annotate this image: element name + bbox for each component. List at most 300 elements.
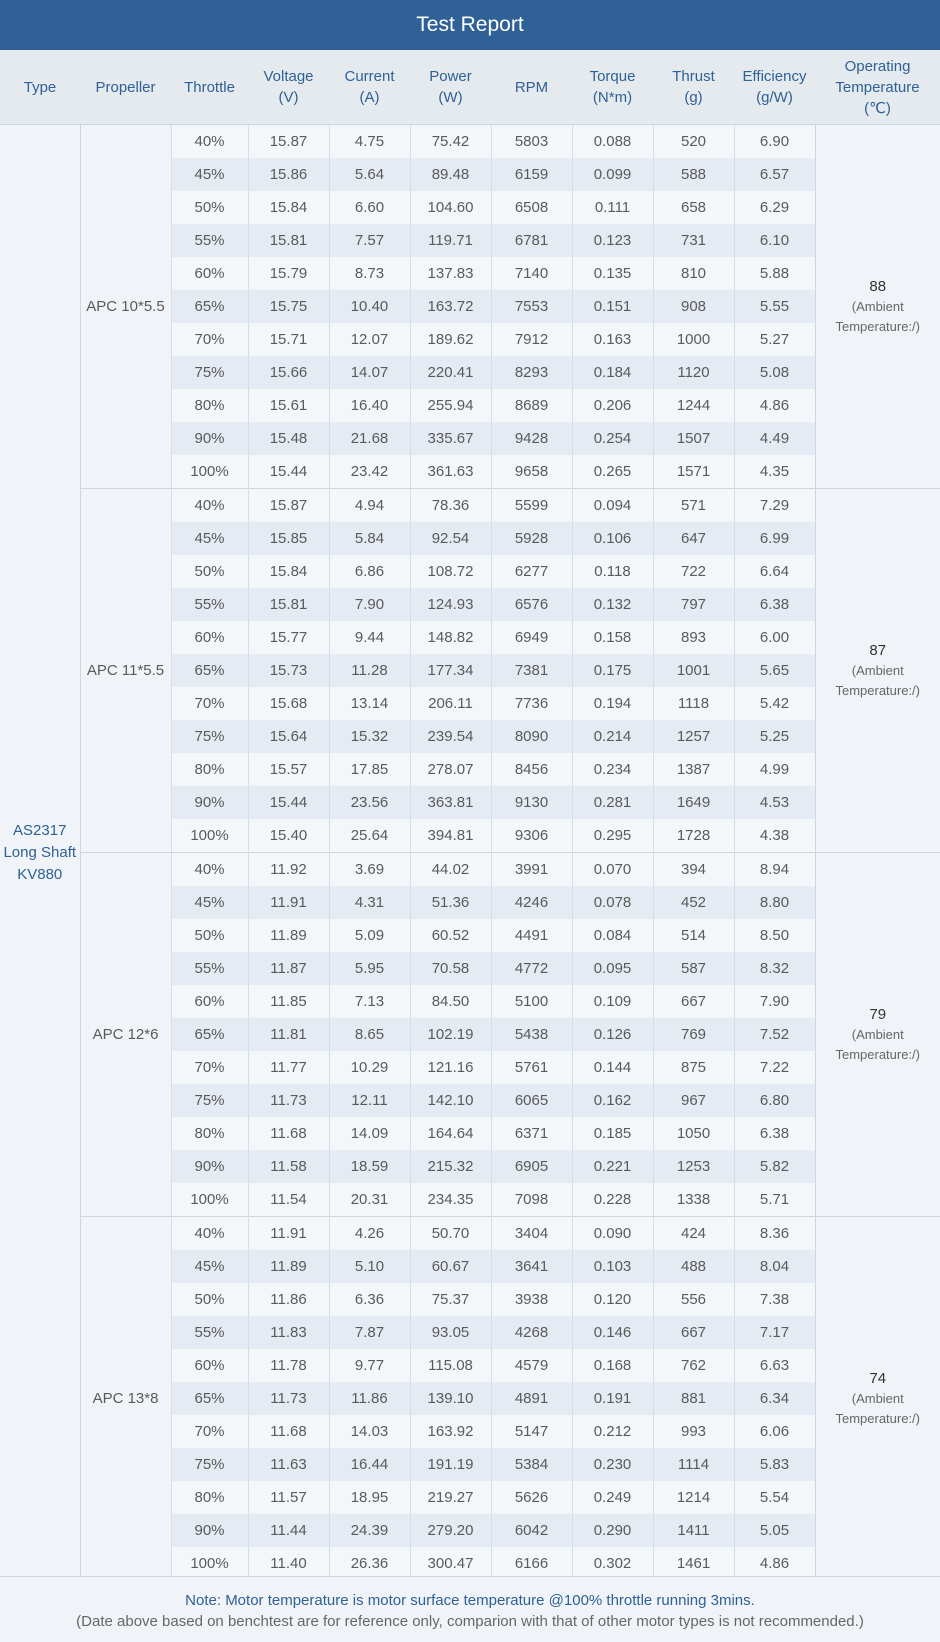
- thrust-cell: 1571: [653, 455, 734, 489]
- current-cell: 4.94: [329, 489, 410, 523]
- power-cell: 92.54: [410, 522, 491, 555]
- power-cell: 142.10: [410, 1084, 491, 1117]
- power-cell: 104.60: [410, 191, 491, 224]
- current-cell: 12.07: [329, 323, 410, 356]
- efficiency-cell: 6.38: [734, 588, 815, 621]
- header-power-label: Power: [429, 68, 472, 85]
- header-throttle-label: Throttle: [184, 78, 235, 96]
- power-cell: 278.07: [410, 753, 491, 786]
- throttle-cell: 40%: [171, 489, 248, 523]
- rpm-cell: 5384: [491, 1448, 572, 1481]
- power-cell: 60.67: [410, 1250, 491, 1283]
- footer-note: Note: Motor temperature is motor surface temperature @100% throttle running 3mins.: [185, 1592, 755, 1609]
- voltage-cell: 15.71: [248, 323, 329, 356]
- header-type: [0, 50, 80, 125]
- torque-cell: 0.103: [572, 1250, 653, 1283]
- power-cell: 279.20: [410, 1514, 491, 1547]
- thrust-cell: 667: [653, 985, 734, 1018]
- throttle-cell: 100%: [171, 1183, 248, 1217]
- power-cell: 124.93: [410, 588, 491, 621]
- power-cell: 255.94: [410, 389, 491, 422]
- thrust-cell: 875: [653, 1051, 734, 1084]
- current-cell: 18.95: [329, 1481, 410, 1514]
- power-cell: 50.70: [410, 1217, 491, 1251]
- efficiency-cell: 7.90: [734, 985, 815, 1018]
- current-cell: 26.36: [329, 1547, 410, 1580]
- efficiency-cell: 4.99: [734, 753, 815, 786]
- thrust-cell: 1050: [653, 1117, 734, 1150]
- efficiency-cell: 5.88: [734, 257, 815, 290]
- torque-cell: 0.214: [572, 720, 653, 753]
- header-thrust-unit: (g): [684, 89, 703, 106]
- current-cell: 24.39: [329, 1514, 410, 1547]
- power-cell: 219.27: [410, 1481, 491, 1514]
- header-propeller: [80, 50, 171, 125]
- rpm-cell: 4246: [491, 886, 572, 919]
- temperature-cell: [815, 1217, 940, 1581]
- throttle-cell: 70%: [171, 1415, 248, 1448]
- throttle-cell: 75%: [171, 356, 248, 389]
- voltage-cell: 11.68: [248, 1415, 329, 1448]
- torque-cell: 0.168: [572, 1349, 653, 1382]
- efficiency-cell: 7.52: [734, 1018, 815, 1051]
- torque-cell: 0.206: [572, 389, 653, 422]
- voltage-cell: 15.81: [248, 224, 329, 257]
- power-cell: 89.48: [410, 158, 491, 191]
- current-cell: 13.14: [329, 687, 410, 720]
- torque-cell: 0.070: [572, 853, 653, 887]
- torque-cell: 0.254: [572, 422, 653, 455]
- thrust-cell: 1118: [653, 687, 734, 720]
- current-cell: 4.26: [329, 1217, 410, 1251]
- current-cell: 5.95: [329, 952, 410, 985]
- thrust-cell: 762: [653, 1349, 734, 1382]
- rpm-cell: 7098: [491, 1183, 572, 1217]
- rpm-cell: 6508: [491, 191, 572, 224]
- rpm-cell: 6065: [491, 1084, 572, 1117]
- throttle-cell: 70%: [171, 687, 248, 720]
- efficiency-cell: 5.82: [734, 1150, 815, 1183]
- table-row: [0, 853, 940, 887]
- throttle-cell: 65%: [171, 654, 248, 687]
- throttle-cell: 50%: [171, 1283, 248, 1316]
- current-cell: 7.57: [329, 224, 410, 257]
- propeller-cell: APC 13*8: [80, 1217, 171, 1581]
- voltage-cell: 11.68: [248, 1117, 329, 1150]
- rpm-cell: 3938: [491, 1283, 572, 1316]
- power-cell: 115.08: [410, 1349, 491, 1382]
- power-cell: 93.05: [410, 1316, 491, 1349]
- torque-cell: 0.290: [572, 1514, 653, 1547]
- efficiency-cell: 4.53: [734, 786, 815, 819]
- header-thrust: [653, 50, 734, 125]
- current-cell: 8.65: [329, 1018, 410, 1051]
- torque-cell: 0.090: [572, 1217, 653, 1251]
- power-cell: 300.47: [410, 1547, 491, 1580]
- thrust-cell: 424: [653, 1217, 734, 1251]
- rpm-cell: 4491: [491, 919, 572, 952]
- throttle-cell: 40%: [171, 125, 248, 159]
- rpm-cell: 4772: [491, 952, 572, 985]
- power-cell: 102.19: [410, 1018, 491, 1051]
- throttle-cell: 100%: [171, 1547, 248, 1580]
- rpm-cell: 6371: [491, 1117, 572, 1150]
- header-voltage-unit: (V): [278, 89, 299, 106]
- thrust-cell: 731: [653, 224, 734, 257]
- torque-cell: 0.302: [572, 1547, 653, 1580]
- throttle-cell: 90%: [171, 1514, 248, 1547]
- current-cell: 7.13: [329, 985, 410, 1018]
- current-cell: 11.28: [329, 654, 410, 687]
- voltage-cell: 15.79: [248, 257, 329, 290]
- header-voltage-label: Voltage: [263, 68, 314, 85]
- torque-cell: 0.118: [572, 555, 653, 588]
- current-cell: 5.64: [329, 158, 410, 191]
- thrust-cell: 571: [653, 489, 734, 523]
- throttle-cell: 60%: [171, 621, 248, 654]
- power-cell: 60.52: [410, 919, 491, 952]
- voltage-cell: 11.86: [248, 1283, 329, 1316]
- current-cell: 5.10: [329, 1250, 410, 1283]
- current-cell: 14.07: [329, 356, 410, 389]
- efficiency-cell: 4.35: [734, 455, 815, 489]
- throttle-cell: 70%: [171, 1051, 248, 1084]
- power-cell: 163.92: [410, 1415, 491, 1448]
- thrust-cell: 1253: [653, 1150, 734, 1183]
- power-cell: 361.63: [410, 455, 491, 489]
- current-cell: 20.31: [329, 1183, 410, 1217]
- throttle-cell: 75%: [171, 1448, 248, 1481]
- rpm-cell: 5599: [491, 489, 572, 523]
- throttle-cell: 65%: [171, 290, 248, 323]
- propeller-cell: APC 12*6: [80, 853, 171, 1217]
- rpm-cell: 6781: [491, 224, 572, 257]
- efficiency-cell: 6.90: [734, 125, 815, 159]
- temperature-value: 79: [869, 1005, 887, 1023]
- current-cell: 14.09: [329, 1117, 410, 1150]
- throttle-cell: 90%: [171, 422, 248, 455]
- current-cell: 9.77: [329, 1349, 410, 1382]
- efficiency-cell: 7.22: [734, 1051, 815, 1084]
- throttle-cell: 45%: [171, 158, 248, 191]
- rpm-cell: 5761: [491, 1051, 572, 1084]
- throttle-cell: 70%: [171, 323, 248, 356]
- voltage-cell: 11.54: [248, 1183, 329, 1217]
- current-cell: 5.84: [329, 522, 410, 555]
- current-cell: 7.87: [329, 1316, 410, 1349]
- efficiency-cell: 4.86: [734, 389, 815, 422]
- torque-cell: 0.295: [572, 819, 653, 853]
- temperature-cell: [815, 125, 940, 489]
- efficiency-cell: 5.65: [734, 654, 815, 687]
- efficiency-cell: 4.38: [734, 819, 815, 853]
- efficiency-cell: 6.57: [734, 158, 815, 191]
- voltage-cell: 15.44: [248, 455, 329, 489]
- rpm-cell: 6949: [491, 621, 572, 654]
- power-cell: 335.67: [410, 422, 491, 455]
- efficiency-cell: 5.54: [734, 1481, 815, 1514]
- header-rpm-label: RPM: [514, 78, 549, 96]
- voltage-cell: 11.73: [248, 1084, 329, 1117]
- voltage-cell: 11.87: [248, 952, 329, 985]
- current-cell: 9.44: [329, 621, 410, 654]
- current-cell: 6.36: [329, 1283, 410, 1316]
- power-cell: 44.02: [410, 853, 491, 887]
- table-row: [0, 489, 940, 523]
- rpm-cell: 7553: [491, 290, 572, 323]
- thrust-cell: 893: [653, 621, 734, 654]
- rpm-cell: 8293: [491, 356, 572, 389]
- throttle-cell: 65%: [171, 1018, 248, 1051]
- throttle-cell: 60%: [171, 257, 248, 290]
- power-cell: 84.50: [410, 985, 491, 1018]
- voltage-cell: 11.81: [248, 1018, 329, 1051]
- temperature-note: Temperature:/): [835, 318, 921, 334]
- throttle-cell: 65%: [171, 1382, 248, 1415]
- torque-cell: 0.126: [572, 1018, 653, 1051]
- header-temperature: [815, 50, 940, 125]
- throttle-cell: 80%: [171, 753, 248, 786]
- thrust-cell: 1411: [653, 1514, 734, 1547]
- voltage-cell: 15.87: [248, 125, 329, 159]
- throttle-cell: 40%: [171, 1217, 248, 1251]
- header-current-label: Current: [344, 68, 395, 85]
- current-cell: 10.29: [329, 1051, 410, 1084]
- header-torque: [572, 50, 653, 125]
- header-temperature-label-2: Temperature: [835, 78, 920, 96]
- rpm-cell: 7912: [491, 323, 572, 356]
- power-cell: 189.62: [410, 323, 491, 356]
- current-cell: 25.64: [329, 819, 410, 853]
- thrust-cell: 1507: [653, 422, 734, 455]
- thrust-cell: 556: [653, 1283, 734, 1316]
- throttle-cell: 45%: [171, 1250, 248, 1283]
- power-cell: 191.19: [410, 1448, 491, 1481]
- voltage-cell: 15.57: [248, 753, 329, 786]
- voltage-cell: 15.85: [248, 522, 329, 555]
- throttle-cell: 50%: [171, 919, 248, 952]
- header-rpm: [491, 50, 572, 125]
- thrust-cell: 658: [653, 191, 734, 224]
- torque-cell: 0.088: [572, 125, 653, 159]
- header-current: [329, 50, 410, 125]
- rpm-cell: 5438: [491, 1018, 572, 1051]
- current-cell: 10.40: [329, 290, 410, 323]
- rpm-cell: 6576: [491, 588, 572, 621]
- voltage-cell: 11.57: [248, 1481, 329, 1514]
- throttle-cell: 45%: [171, 522, 248, 555]
- header-current-unit: (A): [359, 89, 380, 106]
- header-efficiency-label: Efficiency: [742, 68, 807, 85]
- voltage-cell: 11.89: [248, 919, 329, 952]
- propeller-cell: APC 11*5.5: [80, 489, 171, 853]
- thrust-cell: 810: [653, 257, 734, 290]
- voltage-cell: 11.83: [248, 1316, 329, 1349]
- efficiency-cell: 8.50: [734, 919, 815, 952]
- temperature-cell: [815, 489, 940, 853]
- efficiency-cell: 6.06: [734, 1415, 815, 1448]
- rpm-cell: 6166: [491, 1547, 572, 1580]
- throttle-cell: 90%: [171, 1150, 248, 1183]
- efficiency-cell: 6.00: [734, 621, 815, 654]
- torque-cell: 0.109: [572, 985, 653, 1018]
- voltage-cell: 15.84: [248, 555, 329, 588]
- power-cell: 139.10: [410, 1382, 491, 1415]
- current-cell: 3.69: [329, 853, 410, 887]
- header-voltage: [248, 50, 329, 125]
- power-cell: 51.36: [410, 886, 491, 919]
- voltage-cell: 15.48: [248, 422, 329, 455]
- current-cell: 23.42: [329, 455, 410, 489]
- efficiency-cell: 6.63: [734, 1349, 815, 1382]
- power-cell: 234.35: [410, 1183, 491, 1217]
- efficiency-cell: 8.80: [734, 886, 815, 919]
- current-cell: 4.75: [329, 125, 410, 159]
- voltage-cell: 15.81: [248, 588, 329, 621]
- report-title: Test Report: [0, 0, 940, 50]
- header-power: [410, 50, 491, 125]
- efficiency-cell: 8.04: [734, 1250, 815, 1283]
- rpm-cell: 5803: [491, 125, 572, 159]
- voltage-cell: 11.44: [248, 1514, 329, 1547]
- efficiency-cell: 6.99: [734, 522, 815, 555]
- efficiency-cell: 8.32: [734, 952, 815, 985]
- voltage-cell: 15.40: [248, 819, 329, 853]
- header-thrust-label: Thrust: [672, 68, 715, 85]
- torque-cell: 0.230: [572, 1448, 653, 1481]
- efficiency-cell: 5.55: [734, 290, 815, 323]
- voltage-cell: 11.91: [248, 886, 329, 919]
- efficiency-cell: 5.42: [734, 687, 815, 720]
- rpm-cell: 4891: [491, 1382, 572, 1415]
- torque-cell: 0.191: [572, 1382, 653, 1415]
- efficiency-cell: 6.29: [734, 191, 815, 224]
- torque-cell: 0.151: [572, 290, 653, 323]
- rpm-cell: 8689: [491, 389, 572, 422]
- current-cell: 12.11: [329, 1084, 410, 1117]
- voltage-cell: 15.66: [248, 356, 329, 389]
- voltage-cell: 15.86: [248, 158, 329, 191]
- efficiency-cell: 8.36: [734, 1217, 815, 1251]
- header-power-unit: (W): [438, 89, 463, 106]
- current-cell: 8.73: [329, 257, 410, 290]
- rpm-cell: 4268: [491, 1316, 572, 1349]
- power-cell: 215.32: [410, 1150, 491, 1183]
- voltage-cell: 15.84: [248, 191, 329, 224]
- efficiency-cell: 5.27: [734, 323, 815, 356]
- current-cell: 16.44: [329, 1448, 410, 1481]
- efficiency-cell: 5.08: [734, 356, 815, 389]
- torque-cell: 0.106: [572, 522, 653, 555]
- voltage-cell: 11.77: [248, 1051, 329, 1084]
- torque-cell: 0.228: [572, 1183, 653, 1217]
- rpm-cell: 6905: [491, 1150, 572, 1183]
- torque-cell: 0.094: [572, 489, 653, 523]
- motor-type-cell: [0, 125, 80, 1581]
- torque-cell: 0.084: [572, 919, 653, 952]
- current-cell: 6.60: [329, 191, 410, 224]
- throttle-cell: 80%: [171, 1117, 248, 1150]
- temperature-note: Temperature:/): [835, 1410, 921, 1426]
- torque-cell: 0.221: [572, 1150, 653, 1183]
- temperature-value: 74: [869, 1369, 887, 1387]
- power-cell: 119.71: [410, 224, 491, 257]
- torque-cell: 0.281: [572, 786, 653, 819]
- power-cell: 75.42: [410, 125, 491, 159]
- rpm-cell: 9658: [491, 455, 572, 489]
- torque-cell: 0.132: [572, 588, 653, 621]
- voltage-cell: 15.64: [248, 720, 329, 753]
- thrust-cell: 587: [653, 952, 734, 985]
- voltage-cell: 15.87: [248, 489, 329, 523]
- torque-cell: 0.163: [572, 323, 653, 356]
- power-cell: 394.81: [410, 819, 491, 853]
- rpm-cell: 6159: [491, 158, 572, 191]
- torque-cell: 0.123: [572, 224, 653, 257]
- voltage-cell: 11.85: [248, 985, 329, 1018]
- torque-cell: 0.265: [572, 455, 653, 489]
- efficiency-cell: 5.05: [734, 1514, 815, 1547]
- thrust-cell: 1214: [653, 1481, 734, 1514]
- throttle-cell: 40%: [171, 853, 248, 887]
- thrust-cell: 1114: [653, 1448, 734, 1481]
- power-cell: 137.83: [410, 257, 491, 290]
- thrust-cell: 667: [653, 1316, 734, 1349]
- power-cell: 148.82: [410, 621, 491, 654]
- torque-cell: 0.120: [572, 1283, 653, 1316]
- rpm-cell: 5100: [491, 985, 572, 1018]
- temperature-note: (Ambient: [851, 298, 904, 314]
- torque-cell: 0.162: [572, 1084, 653, 1117]
- torque-cell: 0.099: [572, 158, 653, 191]
- motor-type-line: Long Shaft: [3, 843, 77, 861]
- thrust-cell: 514: [653, 919, 734, 952]
- header-row: [0, 50, 940, 125]
- throttle-cell: 55%: [171, 588, 248, 621]
- torque-cell: 0.095: [572, 952, 653, 985]
- power-cell: 363.81: [410, 786, 491, 819]
- rpm-cell: 3404: [491, 1217, 572, 1251]
- voltage-cell: 11.91: [248, 1217, 329, 1251]
- header-efficiency-unit: (g/W): [756, 89, 793, 106]
- current-cell: 17.85: [329, 753, 410, 786]
- voltage-cell: 15.73: [248, 654, 329, 687]
- torque-cell: 0.144: [572, 1051, 653, 1084]
- thrust-cell: 1000: [653, 323, 734, 356]
- voltage-cell: 15.44: [248, 786, 329, 819]
- current-cell: 5.09: [329, 919, 410, 952]
- voltage-cell: 15.61: [248, 389, 329, 422]
- test-data-table: [0, 50, 940, 1580]
- rpm-cell: 6277: [491, 555, 572, 588]
- thrust-cell: 647: [653, 522, 734, 555]
- rpm-cell: 5147: [491, 1415, 572, 1448]
- torque-cell: 0.212: [572, 1415, 653, 1448]
- throttle-cell: 80%: [171, 1481, 248, 1514]
- current-cell: 18.59: [329, 1150, 410, 1183]
- voltage-cell: 11.73: [248, 1382, 329, 1415]
- voltage-cell: 11.63: [248, 1448, 329, 1481]
- torque-cell: 0.185: [572, 1117, 653, 1150]
- footer-disclaimer: (Date above based on benchtest are for reference only, comparion with that of other motor types is not recommended.): [76, 1613, 864, 1630]
- temperature-value: 88: [869, 277, 887, 295]
- efficiency-cell: 5.71: [734, 1183, 815, 1217]
- throttle-cell: 60%: [171, 1349, 248, 1382]
- current-cell: 23.56: [329, 786, 410, 819]
- voltage-cell: 11.92: [248, 853, 329, 887]
- power-cell: 220.41: [410, 356, 491, 389]
- efficiency-cell: 7.38: [734, 1283, 815, 1316]
